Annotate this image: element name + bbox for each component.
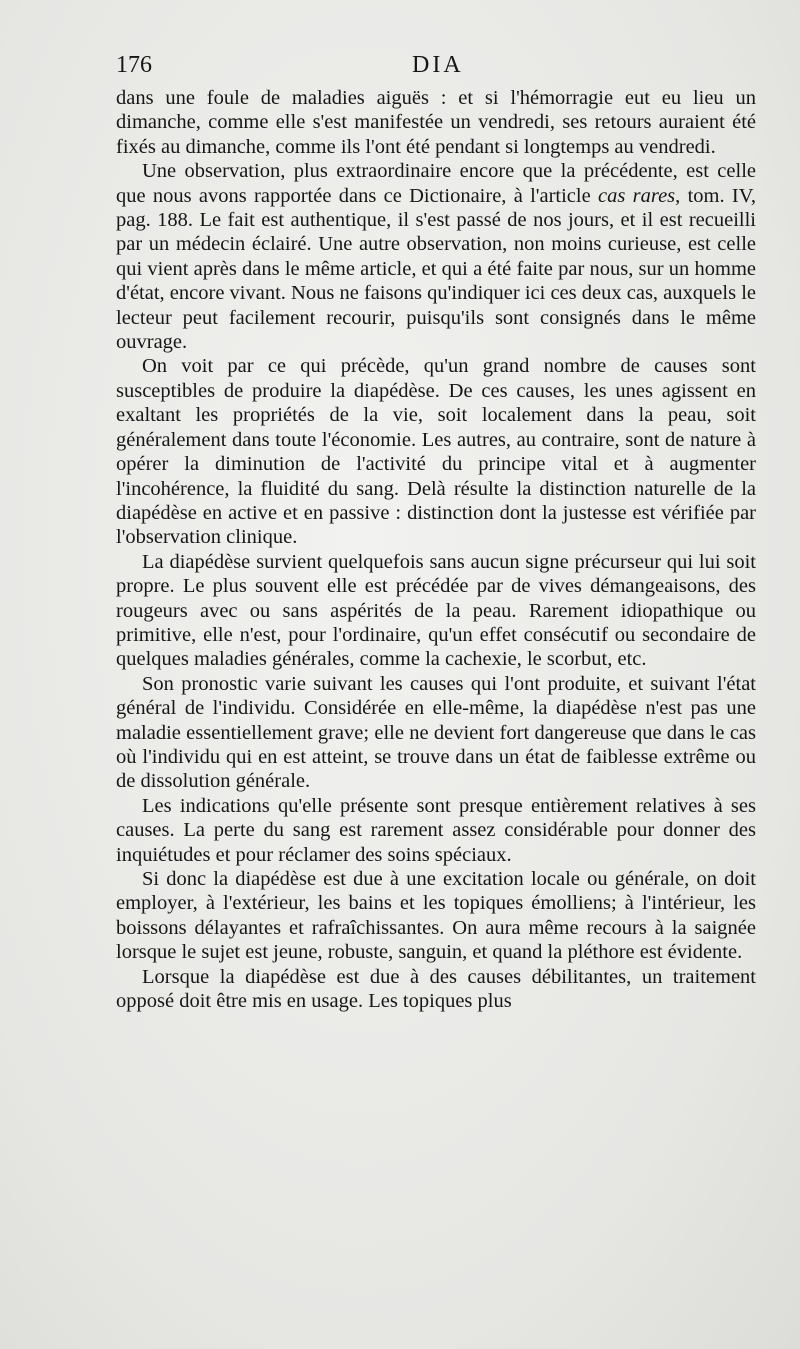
- page-header: [116, 52, 756, 86]
- paragraph: [116, 867, 756, 965]
- running-head: DIA: [412, 52, 464, 78]
- paragraph: [116, 159, 756, 354]
- paragraph-text: Une observation, plus extraordinaire encore que la précédente, est celle que nous avons rapportée dans ce Dictionaire, à l'article: [116, 160, 756, 207]
- paragraph: [116, 354, 756, 549]
- paragraph-text: dans une foule de maladies aiguës : et si l'hémorragie eut eu lieu un dimanche, comme elle s'est manifestée un vendredi, ses retours auraient été fixés au dimanche, comme ils l'ont été pendant si longtemps au vendredi.: [116, 87, 756, 158]
- paragraph-text: , tom. IV, pag. 188. Le fait est authentique, il s'est passé de nos jours, et il est recueilli par un médecin éclairé. Une autre observation, non moins curieuse, est celle qui vient après dans le même article, et qui a été faite par nous, sur un homme d'état, encore vivant. Nous ne faisons qu'indiquer ici ces deux cas, auxquels le lecteur peut facilement recourir, puisqu'ils sont consignés dans le même ouvrage.: [116, 184, 756, 354]
- paragraph: [116, 550, 756, 672]
- paragraph-text: Si donc la diapédèse est due à une excitation locale ou générale, on doit employer, à l'extérieur, les bains et les topiques émolliens; à l'intérieur, les boissons délayantes et rafraîchissantes. On aura même recours à la saignée lorsque le sujet est jeune, robuste, sanguin, et quand la pléthore est évidente.: [116, 868, 756, 964]
- page-number: 176: [116, 52, 152, 78]
- paragraph: [116, 794, 756, 867]
- paragraph: [116, 965, 756, 1014]
- paragraph-text: On voit par ce qui précède, qu'un grand nombre de causes sont susceptibles de produire la diapédèse. De ces causes, les unes agissent en exaltant les propriétés de la vie, soit localement dans la peau, soit généralement dans toute l'économie. Les autres, au contraire, sont de nature à opérer la diminution de l'activité du principe vital et à augmenter l'incohérence, la fluidité du sang. Delà résulte la distinction naturelle de la diapédèse en active et en passive : distinction dont la justesse est vérifiée par l'observation clinique.: [116, 355, 756, 549]
- italic-reference: cas rares: [598, 184, 676, 207]
- paragraph-text: Lorsque la diapédèse est due à des causes débilitantes, un traitement opposé doit être mis en usage. Les topiques plus: [116, 965, 756, 1013]
- paragraph-text: Son pronostic varie suivant les causes qui l'ont produite, et suivant l'état général de l'individu. Considérée en elle-même, la diapédèse n'est pas une maladie essentiellement grave; elle ne devient fort dangereuse que dans le cas où l'individu qui en est atteint, se trouve dans un état de faiblesse extrême ou de dissolution générale.: [116, 672, 756, 793]
- paragraph: [116, 86, 756, 159]
- paragraph-text: La diapédèse survient quelquefois sans aucun signe précurseur qui lui soit propre. Le plus souvent elle est précédée par de vives démangeaisons, des rougeurs avec ou sans aspérités de la peau. Rarement idiopathique ou primitive, elle n'est, pour l'ordinaire, qu'un effet consécutif ou secondaire de quelques maladies générales, comme la cachexie, le scorbut, etc.: [116, 550, 756, 671]
- body-text: [116, 86, 756, 1013]
- paragraph: [116, 672, 756, 794]
- paragraph-text: Les indications qu'elle présente sont presque entièrement relatives à ses causes. La perte du sang est rarement assez considérable pour donner des inquiétudes et pour réclamer des soins spéciaux.: [116, 794, 756, 866]
